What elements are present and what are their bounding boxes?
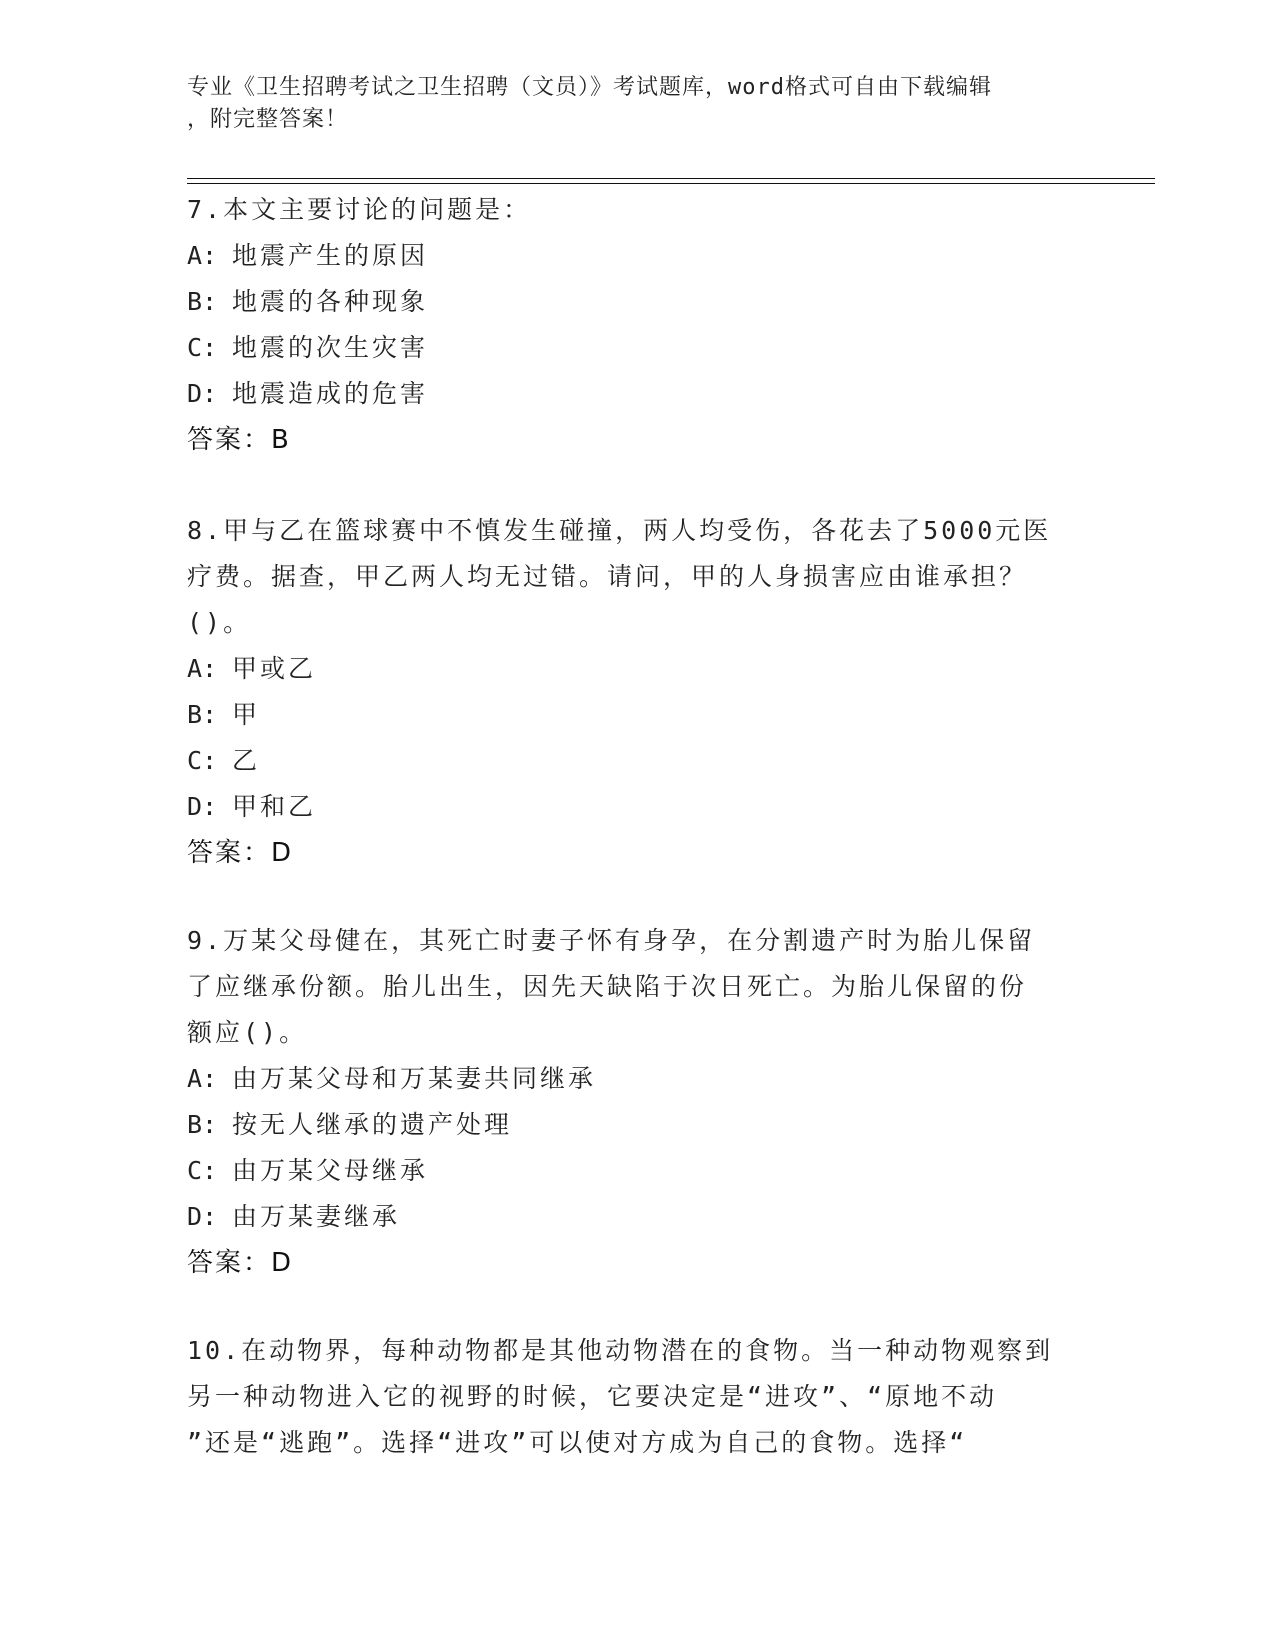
option-text: 甲 <box>232 700 261 729</box>
option-b <box>187 692 1087 738</box>
question-stem-line: 另一种动物进入它的视野的时候，它要决定是“进攻”、“原地不动 <box>187 1382 998 1411</box>
header-divider-bottom <box>187 183 1155 184</box>
option-label: B: <box>187 1110 218 1139</box>
option-text: 由万某父母继承 <box>232 1156 429 1185</box>
question-stem-line: 8.甲与乙在篮球赛中不慎发生碰撞，两人均受伤，各花去了5000元医 <box>187 516 1052 545</box>
option-text: 按无人继承的遗产处理 <box>232 1110 513 1139</box>
option-label: B: <box>187 287 218 316</box>
option-label: D: <box>187 379 218 408</box>
question-stem-line: ()。 <box>187 608 252 637</box>
option-text: 甲或乙 <box>232 654 317 683</box>
document-header <box>187 72 1067 136</box>
option-text: 由万某妻继承 <box>232 1202 401 1231</box>
option-a <box>187 233 1087 279</box>
option-a <box>187 1056 1087 1102</box>
question-stem-line: 10.在动物界，每种动物都是其他动物潜在的食物。当一种动物观察到 <box>187 1336 1054 1365</box>
option-label: D: <box>187 792 218 821</box>
option-label: A: <box>187 654 218 683</box>
option-a <box>187 646 1087 692</box>
question-stem-line: 7.本文主要讨论的问题是： <box>187 195 532 224</box>
option-c <box>187 1148 1087 1194</box>
option-c <box>187 738 1087 784</box>
question-stem-line: 额应()。 <box>187 1018 308 1047</box>
option-text: 地震的各种现象 <box>232 287 429 316</box>
question-10 <box>187 1328 1087 1466</box>
question-8 <box>187 508 1087 876</box>
option-b <box>187 279 1087 325</box>
option-label: A: <box>187 241 218 270</box>
option-label: C: <box>187 333 218 362</box>
option-text: 由万某父母和万某妻共同继承 <box>232 1064 597 1093</box>
header-line-1: 专业《卫生招聘考试之卫生招聘（文员）》考试题库，word格式可自由下载编辑 <box>187 75 992 100</box>
option-d <box>187 784 1087 830</box>
option-text: 地震产生的原因 <box>232 241 429 270</box>
option-label: C: <box>187 746 218 775</box>
option-text: 地震造成的危害 <box>232 379 429 408</box>
option-d <box>187 371 1087 417</box>
option-text: 乙 <box>232 746 261 775</box>
question-stem-line: 疗费。据查，甲乙两人均无过错。请问，甲的人身损害应由谁承担？ <box>187 562 1028 591</box>
option-d <box>187 1194 1087 1240</box>
question-stem-line: 了应继承份额。胎儿出生，因先天缺陷于次日死亡。为胎儿保留的份 <box>187 972 1028 1001</box>
header-line-2: ，附完整答案！ <box>187 107 349 132</box>
option-text: 甲和乙 <box>232 792 317 821</box>
question-7 <box>187 187 1087 463</box>
question-stem-line: ”还是“逃跑”。选择“进攻”可以使对方成为自己的食物。选择“ <box>187 1428 968 1457</box>
question-stem-line: 9.万某父母健在，其死亡时妻子怀有身孕，在分割遗产时为胎儿保留 <box>187 926 1036 955</box>
option-label: B: <box>187 700 218 729</box>
answer: 答案：D <box>187 838 294 868</box>
option-c <box>187 325 1087 371</box>
option-label: A: <box>187 1064 218 1093</box>
header-divider-top <box>187 178 1155 179</box>
option-b <box>187 1102 1087 1148</box>
answer: 答案：D <box>187 1248 294 1278</box>
option-label: C: <box>187 1156 218 1185</box>
option-label: D: <box>187 1202 218 1231</box>
question-9 <box>187 918 1087 1286</box>
answer: 答案：B <box>187 425 291 455</box>
option-text: 地震的次生灾害 <box>232 333 429 362</box>
